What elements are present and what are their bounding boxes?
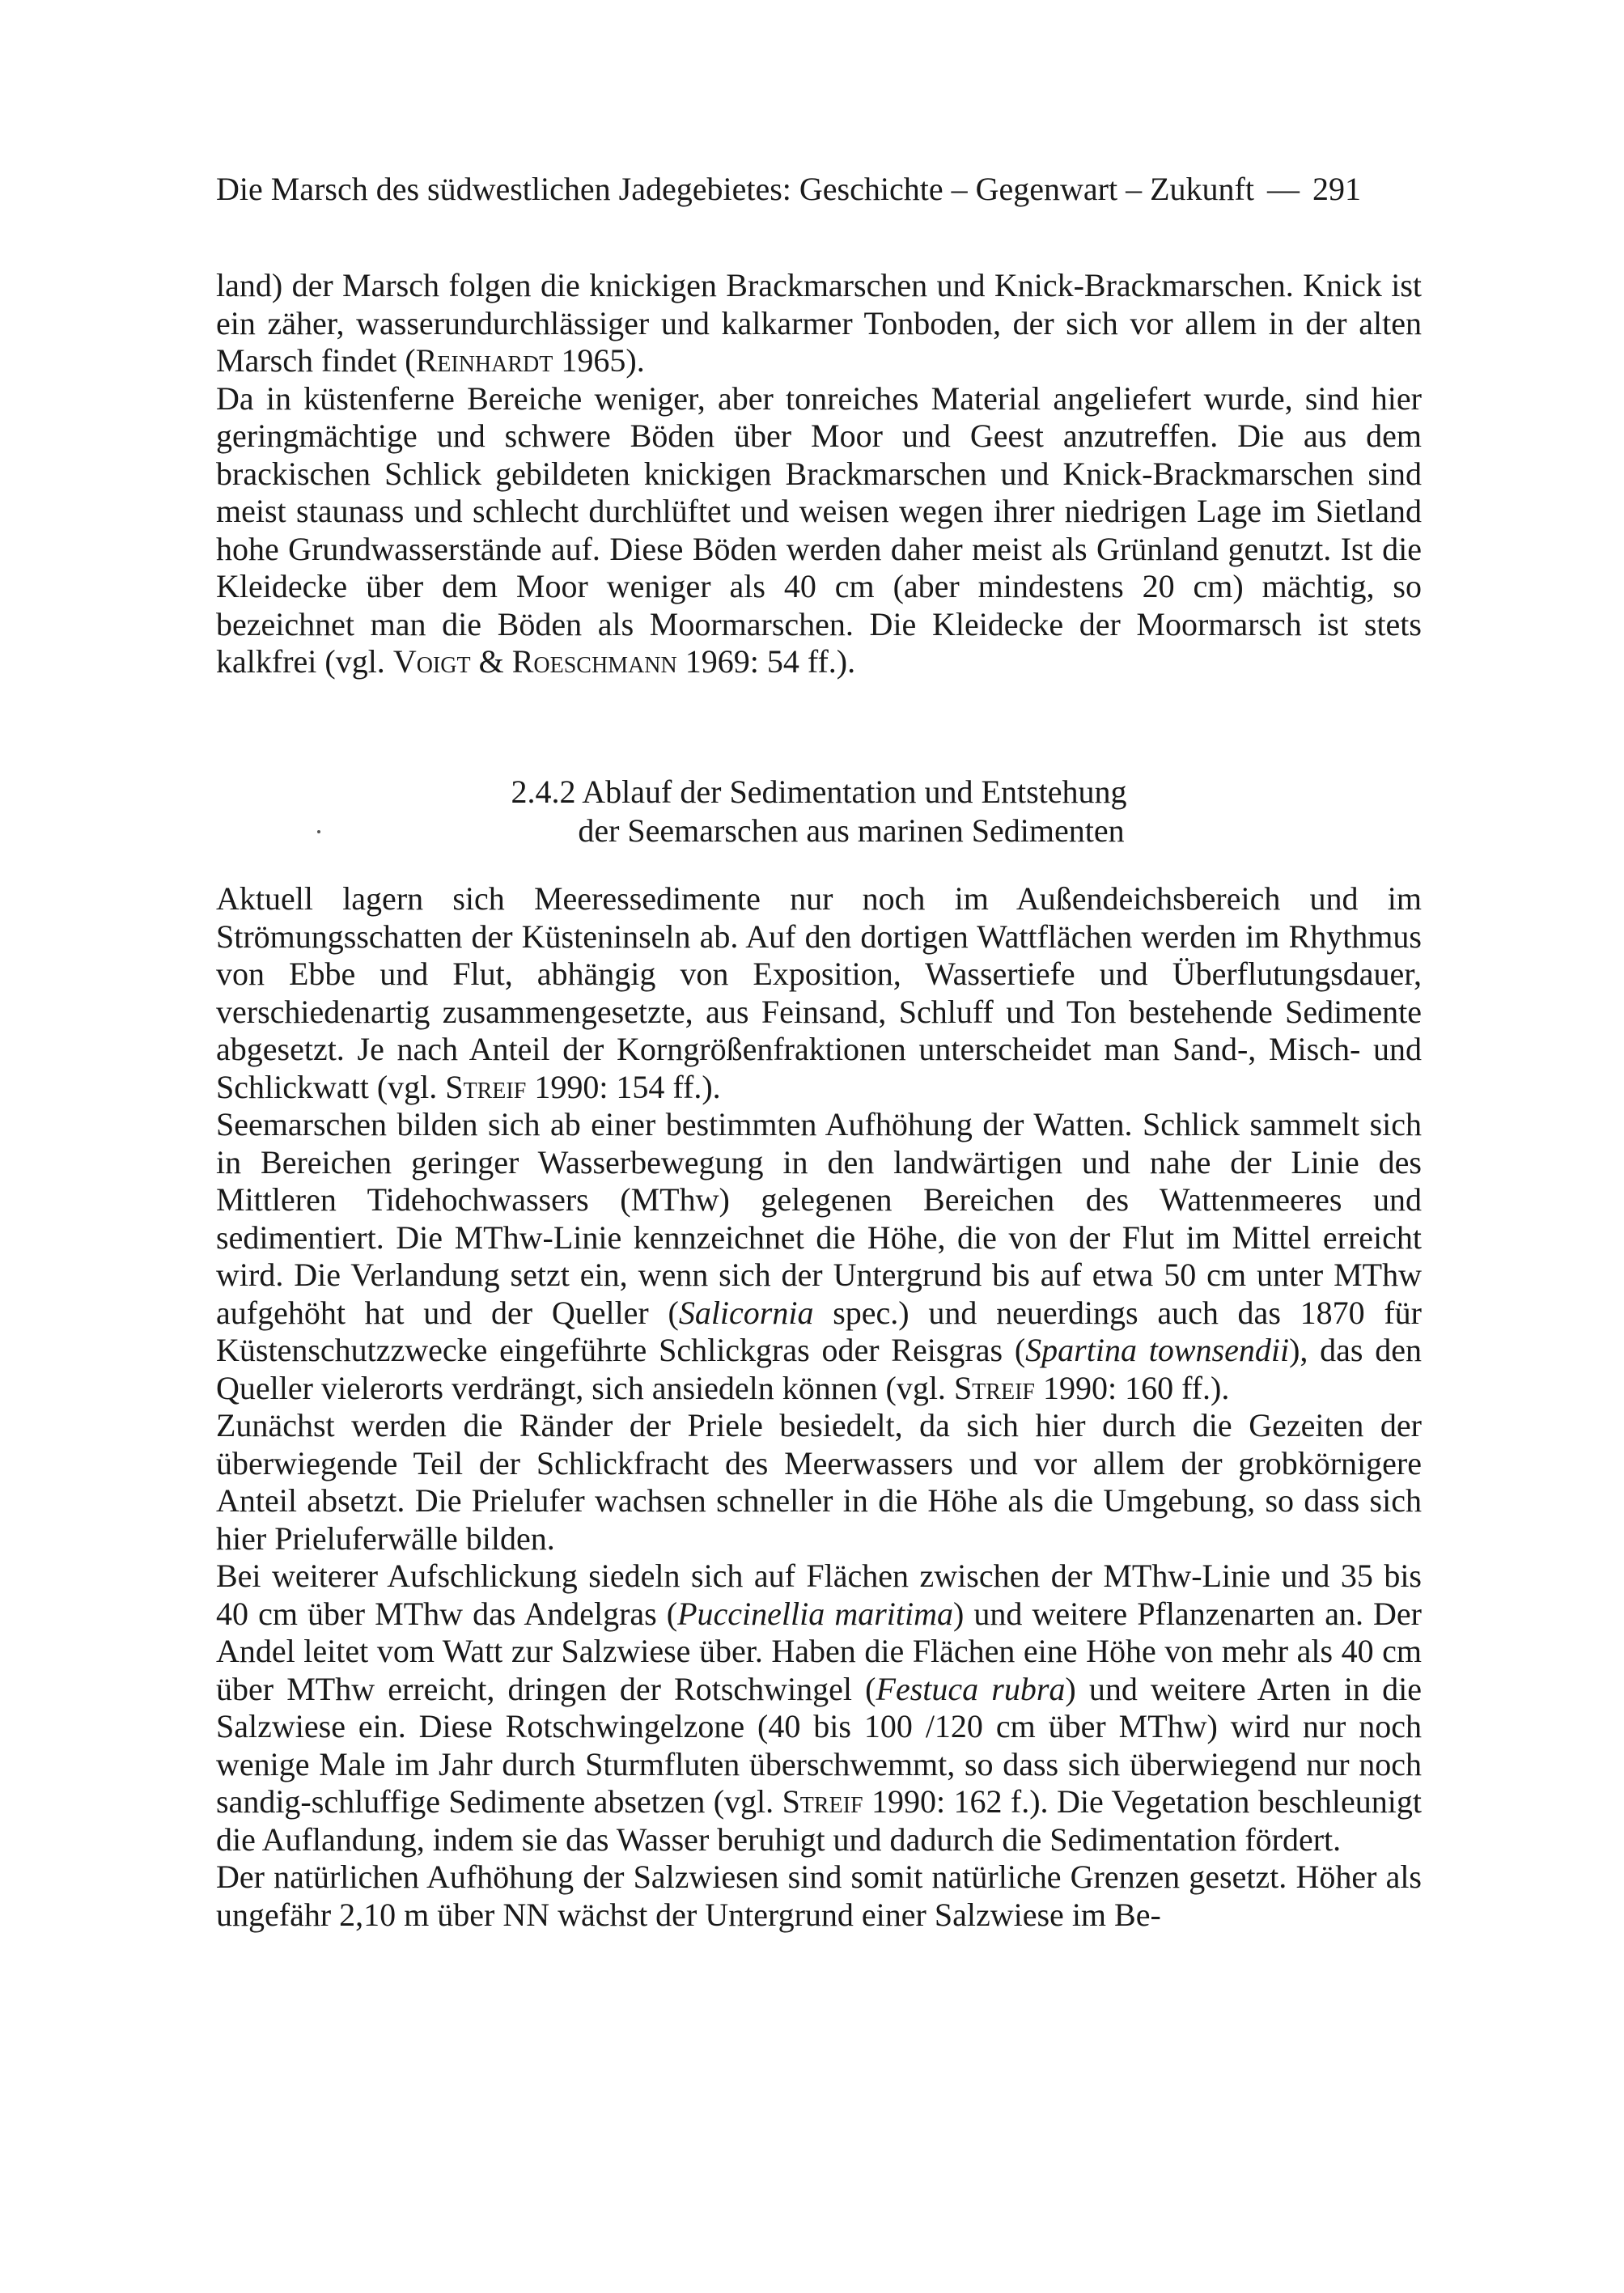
paragraph-moormarsch: Da in küstenferne Bereiche weniger, aber tonreiches Material angeliefert wurde, sind hier geringmächtige und schwere Böden über Moor und Geest anzutreffen. Die aus dem brackischen Schlick gebildeten knickigen Brackmarschen und Knick-Brackmarschen sind meist staunass und schlecht durchlüftet und weisen wegen ihrer niedrigen Lage im Sietland hohe Grundwasserstände auf. Diese Böden werden daher meist als Grünland genutzt. Ist die Kleidecke über dem Moor weniger als 40 cm (aber mindestens 20 cm) mächtig, so bezeichnet man die Böden als Moormarschen. Die Kleidecke der Moormarsch ist stets kalkfrei (vgl. Voigt & Roeschmann 1969: 54 ff.). [216, 379, 1422, 680]
text-block-upper [216, 267, 1422, 681]
author-citation: Streif [953, 1369, 1035, 1406]
paragraph-priele: Zunächst werden die Ränder der Priele besiedelt, da sich hier durch die Gezeiten der überwiegende Teil der Schlickfracht des Meerwassers und vor allem der grobkörnigere Anteil absetzt. Die Prielufer wachsen schneller in die Höhe als die Umgebung, so dass sich hier Prieluferwälle bilden. [216, 1407, 1422, 1557]
author-citation: Roeschmann [511, 643, 677, 680]
paragraph-knick: land) der Marsch folgen die knickigen Brackmarschen und Knick-Brackmarschen. Knick ist ein zäher, wasserundurchlässiger und kalkarmer Tonboden, der sich vor allem in der alten Marsch findet (Reinhardt 1965). [216, 267, 1422, 379]
section-heading-line-1: 2.4.2 Ablauf der Sedimentation und Entstehung [511, 774, 1127, 810]
author-citation: Streif [445, 1068, 527, 1105]
paragraph-seemarschen: Seemarschen bilden sich ab einer bestimmten Aufhöhung der Watten. Schlick sammelt sich in Bereichen geringer Wasserbewegung in den landwärtigen und nahe der Linie des Mittleren Tidehochwassers (MThw) gelegenen Bereichen des Wattenmeeres und sedimentiert. Die MThw-Linie kennzeichnet die Höhe, die von der Flut im Mittel erreicht wird. Die Verlandung setzt ein, wenn sich der Untergrund bis auf etwa 50 cm unter MThw aufgehöht hat und der Queller (Salicornia spec.) und neuerdings auch das 1870 für Küstenschutzzwecke eingeführte Schlickgras oder Reisgras (Spartina townsendii), das den Queller vielerorts verdrängt, sich ansiedeln können (vgl. Streif 1990: 160 ff.). [216, 1106, 1422, 1406]
author-citation: Voigt [392, 643, 471, 680]
species-name: Spartina townsendii [1025, 1332, 1290, 1368]
print-speck [317, 830, 320, 833]
section-heading [216, 773, 1422, 850]
author-citation: Reinhardt [415, 342, 553, 379]
section-heading-line-2: der Seemarschen aus marinen Sedimenten [578, 812, 1125, 849]
page-number: 291 [1312, 171, 1361, 207]
text-block-lower [216, 880, 1422, 1934]
species-name: Festuca rubra [876, 1670, 1066, 1707]
species-name: Puccinellia maritima [677, 1595, 954, 1632]
species-name: Salicornia [678, 1294, 814, 1331]
running-title: Die Marsch des südwestlichen Jadegebietes: Geschichte – Gegenwart – Zukunft [216, 171, 1254, 207]
author-citation: Streif [782, 1783, 863, 1820]
running-header [216, 170, 1422, 209]
header-dash: — [1266, 171, 1300, 207]
paragraph-aufschlickung: Bei weiterer Aufschlickung siedeln sich auf Flächen zwischen der MThw-Linie und 35 bis 40 cm über MThw das Andelgras (Puccinellia maritima) und weitere Pflanzenarten an. Der Andel leitet vom Watt zur Salzwiese über. Haben die Flächen eine Höhe von mehr als 40 cm über MThw erreicht, dringen der Rotschwingel (Festuca rubra) und weitere Arten in die Salzwiese ein. Diese Rotschwingelzone (40 bis 100 /120 cm über MThw) wird nur noch wenige Male im Jahr durch Sturmfluten überschwemmt, so dass sich überwiegend nur noch sandig-schluffige Sedimente absetzen (vgl. Streif 1990: 162 f.). Die Vegetation beschleunigt die Auflandung, indem sie das Wasser beruhigt und dadurch die Sedimentation fördert. [216, 1558, 1423, 1858]
paragraph-salzwiesen: Der natürlichen Aufhöhung der Salzwiesen sind somit natürliche Grenzen gesetzt. Höher als ungefähr 2,10 m über NN wächst der Untergrund einer Salzwiese im Be- [216, 1859, 1422, 1933]
paragraph-sedimente: Aktuell lagern sich Meeressedimente nur noch im Außendeichsbereich und im Strömungsschatten der Küsteninseln ab. Auf den dortigen Wattflächen werden im Rhythmus von Ebbe und Flut, abhängig von Exposition, Wassertiefe und Überflutungsdauer, verschiedenartig zusammengesetzte, aus Feinsand, Schluff und Ton bestehende Sedimente abgesetzt. Je nach Anteil der Korngrößenfraktionen unterscheidet man Sand-, Misch- und Schlickwatt (vgl. Streif 1990: 154 ff.). [216, 880, 1422, 1105]
